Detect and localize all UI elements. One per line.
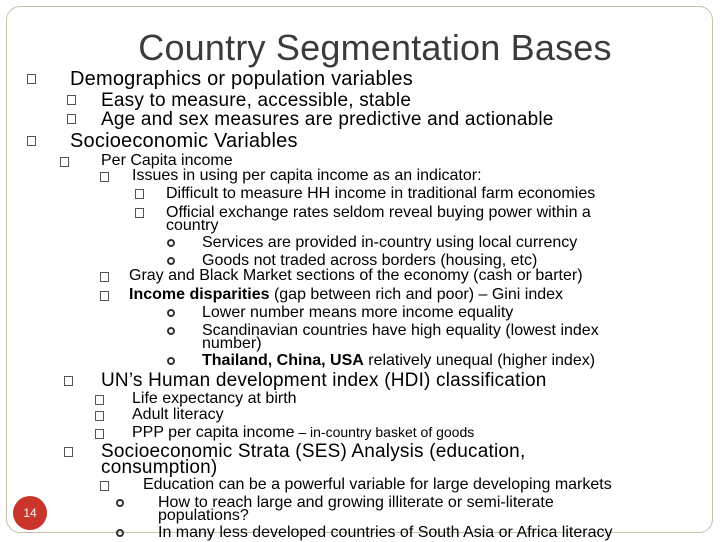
bullet-ses: Socioeconomic Strata (SES) Analysis (education, <box>101 441 526 462</box>
circle-bullet-icon <box>167 257 175 265</box>
bullet-icon <box>60 157 69 167</box>
bullet-education-var: Education can be a powerful variable for large developing markets <box>143 476 612 493</box>
slide-title: Country Segmentation Bases <box>138 27 612 68</box>
bullet-icon <box>135 208 144 218</box>
bullet-ppp <box>132 424 474 442</box>
bullet-easy-to-measure: Easy to measure, accessible, stable <box>101 90 412 111</box>
bullet-many-less: In many less developed countries of South Asia or Africa literacy <box>158 524 613 541</box>
thailand-rest: relatively unequal (higher index) <box>363 352 596 369</box>
bullet-difficult-hh: Difficult to measure HH income in traditional farm economies <box>166 185 596 202</box>
ppp-label: PPP per capita income <box>132 424 295 441</box>
bullet-consumption-continued: consumption) <box>101 457 218 478</box>
bullet-age-sex: Age and sex measures are predictive and actionable <box>101 109 554 130</box>
circle-bullet-icon <box>167 309 175 317</box>
bullet-icon <box>135 189 144 199</box>
bullet-how-to-reach: How to reach large and growing illiterate or semi-literate <box>158 494 554 511</box>
bullet-issues: Issues in using per capita income as an indicator: <box>132 167 482 184</box>
circle-bullet-icon <box>167 327 175 335</box>
bullet-icon <box>67 95 76 105</box>
bullet-icon <box>95 429 104 439</box>
ppp-note: – in-country basket of goods <box>294 424 475 440</box>
bullet-demographics: Demographics or population variables <box>70 68 413 90</box>
bullet-icon <box>27 74 36 84</box>
bullet-lower-number: Lower number means more income equality <box>202 304 514 321</box>
bullet-icon <box>100 481 109 491</box>
bullet-icon <box>27 136 36 146</box>
income-disparities-rest: (gap between rich and poor) – Gini index <box>269 286 564 303</box>
bullet-income-disparities <box>129 286 563 304</box>
bullet-populations-continued: populations? <box>158 507 249 524</box>
bullet-icon <box>95 395 104 405</box>
bullet-icon <box>95 411 104 421</box>
circle-bullet-icon <box>167 357 175 365</box>
bullet-icon <box>100 272 109 282</box>
bullet-icon <box>100 172 109 182</box>
bullet-scandinavian: Scandinavian countries have high equality (lowest index <box>202 322 599 339</box>
bullet-adult-literacy: Adult literacy <box>132 406 224 423</box>
circle-bullet-icon <box>116 529 124 537</box>
bullet-per-capita: Per Capita income <box>101 152 233 169</box>
bullet-thailand <box>202 352 595 370</box>
bullet-country-continued: country <box>166 217 219 234</box>
bullet-icon <box>67 114 76 124</box>
page-number-badge: 14 <box>13 496 47 530</box>
bullet-number-continued: number) <box>202 335 262 352</box>
bullet-socioeconomic: Socioeconomic Variables <box>70 130 298 152</box>
bullet-life-expectancy: Life expectancy at birth <box>132 390 297 407</box>
bullet-icon <box>64 376 73 386</box>
bullet-services: Services are provided in-country using local currency <box>202 234 578 251</box>
bullet-icon <box>100 291 109 301</box>
thailand-bold: Thailand, China, USA <box>202 352 364 369</box>
bullet-gray-black: Gray and Black Market sections of the economy (cash or barter) <box>129 267 583 284</box>
circle-bullet-icon <box>167 239 175 247</box>
bullet-official-exchange: Official exchange rates seldom reveal buying power within a <box>166 204 591 221</box>
income-disparities-bold: Income disparities <box>129 286 270 303</box>
circle-bullet-icon <box>116 499 124 507</box>
bullet-goods: Goods not traded across borders (housing, etc) <box>202 252 538 269</box>
bullet-hdi: UN’s Human development index (HDI) classification <box>101 370 547 391</box>
bullet-icon <box>64 447 73 457</box>
